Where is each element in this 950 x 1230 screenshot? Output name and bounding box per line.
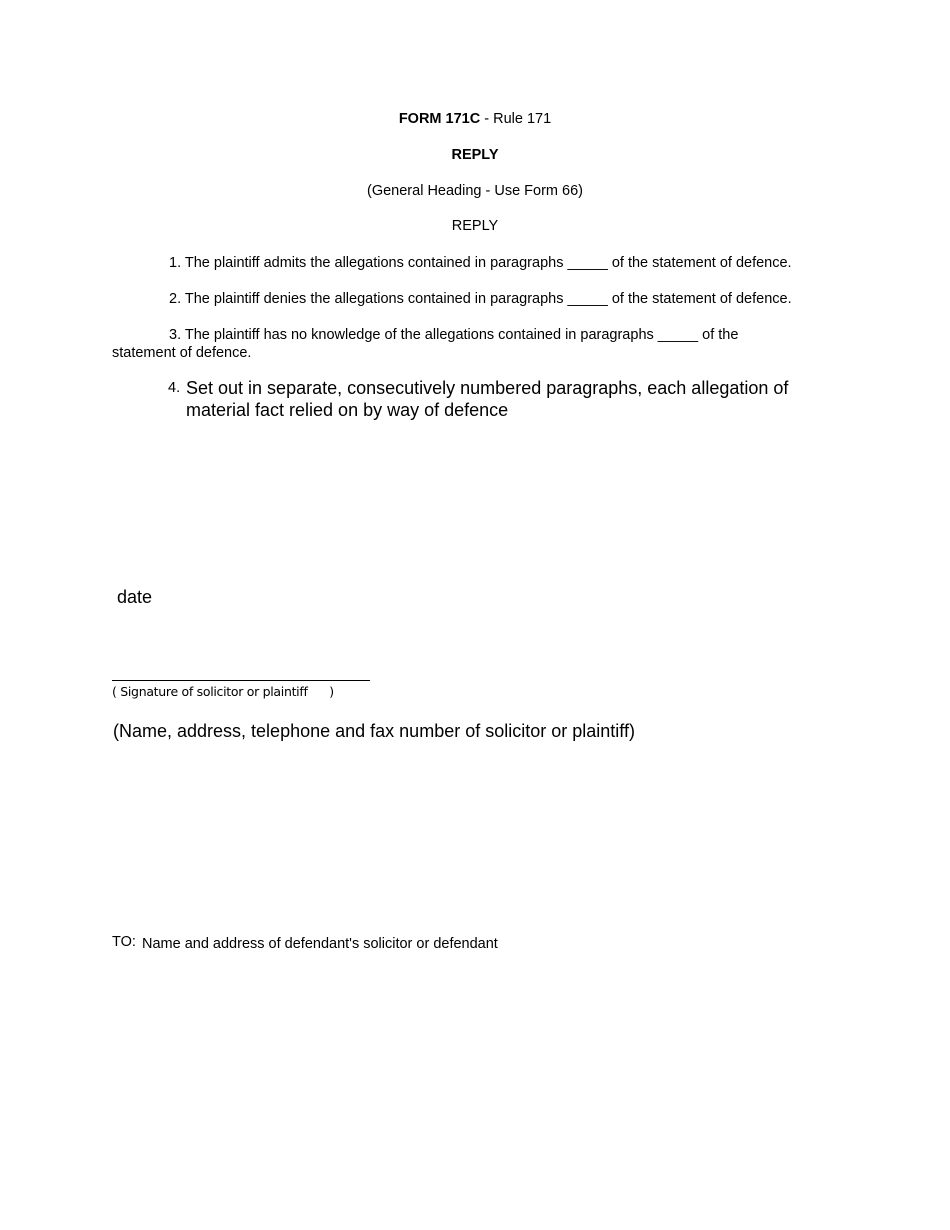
signature-caption [112, 684, 334, 699]
form-heading [0, 111, 950, 127]
general-heading-note: (General Heading - Use Form 66) [367, 183, 583, 199]
signature-caption-text: ( Signature of solicitor or plaintiff [112, 684, 308, 699]
paragraph-3-line-2: statement of defence. [112, 345, 252, 361]
paragraph-1: 1. The plaintiff admits the allegations contained in paragraphs _____ of the statement of defence. [169, 255, 792, 271]
paragraph-3-line-1: 3. The plaintiff has no knowledge of the allegations contained in paragraphs _____ of the [169, 327, 739, 343]
paragraph-4-number: 4. [168, 380, 181, 396]
signature-caption-close: ) [329, 684, 334, 699]
paragraph-2: 2. The plaintiff denies the allegations contained in paragraphs _____ of the statement of defence. [169, 291, 792, 307]
rule-reference: - Rule 171 [484, 111, 552, 127]
to-recipient: Name and address of defendant's solicitor or defendant [142, 936, 498, 952]
signature-line [112, 680, 370, 681]
to-label: TO: [112, 934, 136, 950]
document-subtitle: REPLY [451, 218, 499, 234]
date-label: date [117, 587, 153, 607]
paragraph-4-line-2: material fact relied on by way of defence [186, 400, 509, 420]
document-title: REPLY [451, 147, 499, 163]
paragraph-4-line-1: Set out in separate, consecutively numbered paragraphs, each allegation of [186, 378, 789, 398]
form-number: FORM 171C [398, 111, 481, 127]
solicitor-info-placeholder: (Name, address, telephone and fax number of solicitor or plaintiff) [113, 721, 635, 741]
